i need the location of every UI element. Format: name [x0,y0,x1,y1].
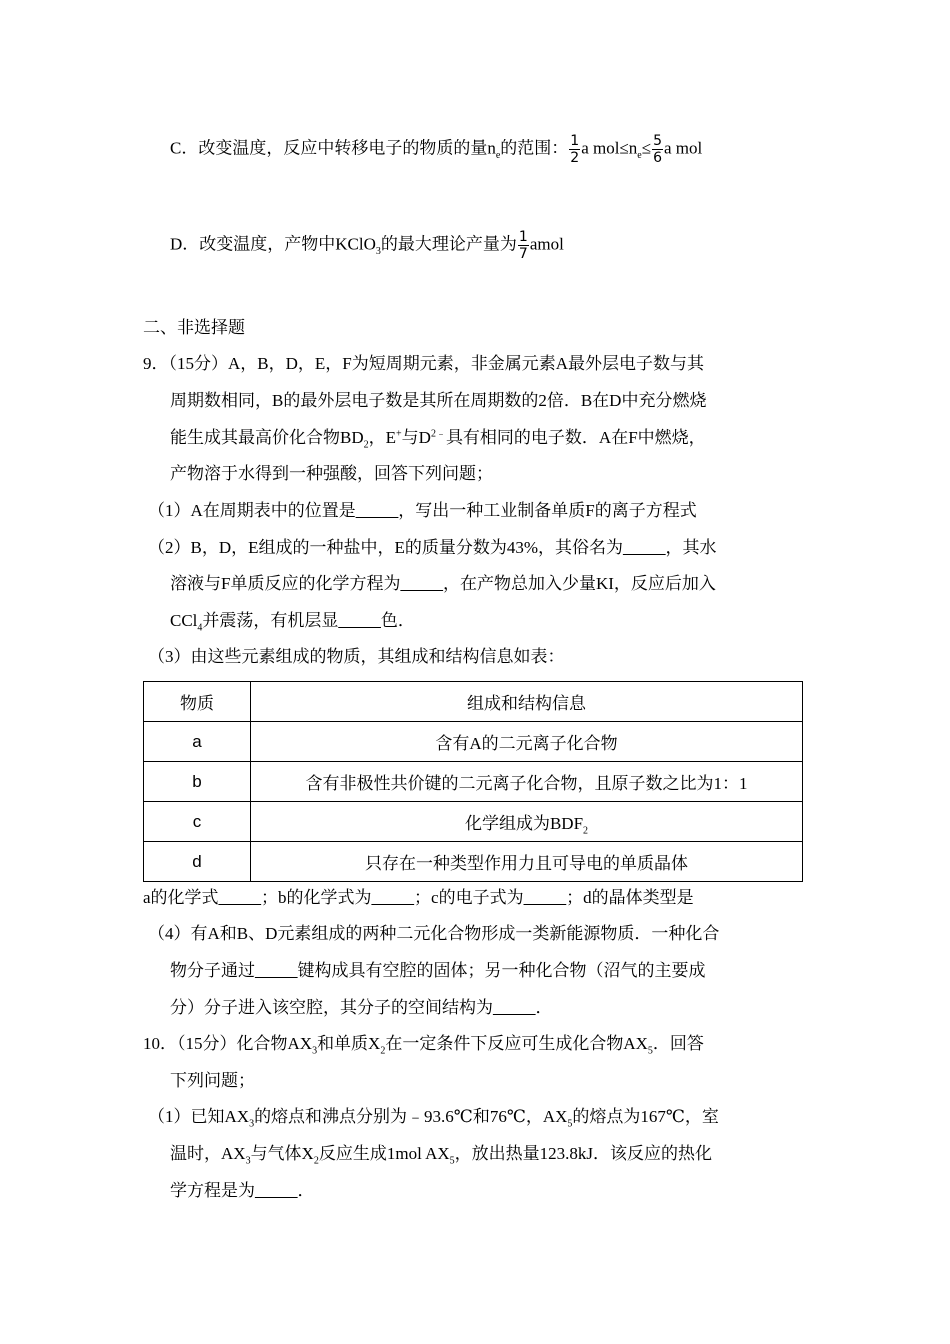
answer-blank: _____ [523,888,567,907]
fraction-one-seventh: $\frac{1}{7}$ [518,229,528,262]
q9-line-4: 产物溶于水得到一种强酸，回答下列问题； [170,464,493,483]
q9-line-2: 周期数相同，B的最外层电子数是其所在周期数的2倍．B在D中充分燃烧 [170,391,707,410]
q9-line-1: 9．（15分）A，B，D，E，F为短周期元素，非金属元素A最外层电子数与其 [143,354,705,373]
q9-part-1: （1）A在周期表中的位置是_____，写出一种工业制备单质F的离子方程式 [148,501,697,520]
table-cell: 含有非极性共价键的二元离子化合物，且原子数之比为1：1 [251,762,803,802]
answer-blank: _____ [371,888,415,907]
table-cell: 只存在一种类型作用力且可导电的单质晶体 [251,842,803,882]
table-header: 物质 [144,682,251,722]
section-heading: 二、非选择题 [143,318,245,337]
answer-blank: _____ [493,998,536,1017]
q9-part-4-line-3: 分）分子进入该空腔，其分子的空间结构为_____． [170,998,553,1017]
q9-part-2-line-3: CCl$_4$并震荡，有机层显_____色． [170,611,415,634]
table-row [144,762,803,802]
option-d: D．改变温度，产物中KClO$_3$的最大理论产量为 $\frac{1}{7}$ amol [170,229,564,262]
table-cell: c [144,802,251,842]
table-cell: d [144,842,251,882]
answer-blank: _____ [338,611,381,630]
q9-part-2-line-1: （2）B，D，E组成的一种盐中，E的质量分数为43%，其俗名为_____，其水 [148,538,717,557]
answer-blank: _____ [623,538,666,557]
q9-part-3: （3）由这些元素组成的物质，其组成和结构信息如表： [148,647,565,666]
q10-part-1-line-2: 温时，$AX_3$与气体$X_2$反应生成1mol $AX_5$，放出热量123.8kJ．该反应的热化 [170,1144,713,1167]
table-cell: 化学组成为$BDF_2$ [251,802,803,842]
q9-line-3: 能生成其最高价化合物$BD_2$，E+与$D^{2﹣}$具有相同的电子数．A在F中燃烧， [170,428,706,451]
fraction-five-sixths: $\frac{5}{6}$ [653,133,663,166]
q10-part-1-line-3: 学方程是为_____． [170,1181,315,1200]
answer-blank: _____ [255,1181,298,1200]
q9-part-4-line-1: （4）有A和B、D元素组成的两种二元化合物形成一类新能源物质．一种化合 [148,924,720,943]
q9-part-2-line-2: 溶液与F单质反应的化学方程为_____，在产物总加入少量KI，反应后加入 [170,574,716,593]
table-header-row [144,682,803,722]
q10-part-1-line-1: （1）已知$AX_3$的熔点和沸点分别为﹣93.6℃和76℃，$AX_5$的熔点为167℃，室 [148,1107,719,1130]
table-row [144,842,803,882]
fraction-one-half: $\frac{1}{2}$ [570,133,580,166]
table-row [144,802,803,842]
composition-table [143,681,803,882]
answer-blank: _____ [400,574,443,593]
table-cell: b [144,762,251,802]
option-c: C．改变温度，反应中转移电子的物质的量$n_e$的范围： $\frac{1}{2}$ a $mol\le n_e\le$ $\frac{5}{6}$ a mol [170,133,703,166]
q10-line-1: 10．（15分）化合物$AX_3$和单质$X_2$在一定条件下反应可生成化合物$AX_5$．回答 [143,1034,704,1057]
q9-part-3-answers: a的化学式_____；b的化学式为_____；c的电子式为_____；d的晶体类型是 [143,888,694,907]
answer-blank: _____ [355,501,399,520]
table-cell: 含有A的二元离子化合物 [251,722,803,762]
answer-blank: _____ [255,961,298,980]
table-header: 组成和结构信息 [251,682,803,722]
q10-line-2: 下列问题； [170,1071,255,1090]
table-row [144,722,803,762]
answer-blank: _____ [218,888,262,907]
q9-part-4-line-2: 物分子通过_____键构成具有空腔的固体；另一种化合物（沼气的主要成 [170,961,706,980]
table-cell: a [144,722,251,762]
